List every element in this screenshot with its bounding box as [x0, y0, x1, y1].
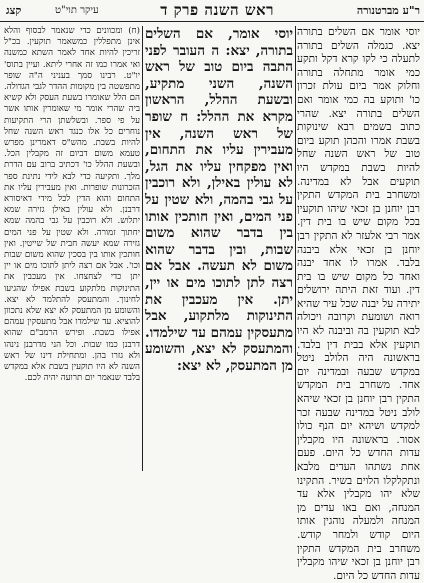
page-header: [0, 0, 424, 22]
mishna-column: [145, 26, 293, 471]
tosafot-text: (ח) ומכוונים כדי שנאמר לבסוף והלא אינן מתפללין כמשאמר תוקעין. בכ"ל זריכין להיות אחד לאמר השתא כמשנה ואי אמרו כמו זה אחרי ליתא. ועיין בתוס' יו"ט. רבינו סמך בעניני ה"ה שופר מתפשטה בין מקומות ההדר לגבי הגדולה. הם הלל שאומרו בשעת העסק ולא קשיא ביה שהרי אומר מי שאומרין אותו אשר על פי ספר. ובשלשתן הרי התקיעות נוחרים כל אלו כנגד ראש השנה שחל להיות בשבת. מהש"ס דאמרינן מפרש טעמא משום דביום זה מקבלין הכל. ובשעת ההלל כו' דכתיב ברוב עם הדרת מלך. ותקיעה כדי לבא לידי נתינת ספר הזכרונות שופרות. ואין מעבירין עליו את התחום והוא הדין לכל מידי דאיסורא דרבנן. ולא עולין באילן גזירה שמא יתלוש. ולא רוכבין על גבי בהמה שמא יחתוך זמורה. ולא שטין על פני המים גזירה שמא יעשה חבית של שייטין. ואין חותכין אותו בין בסכין שהוא משום שבות וכו'. אבל אם רצה ליתן לתוכו מים או יין יתן כדי לצחצחו. אין מעכבין את התינוקות מלתקוע בשבת אפילו שהגיעו לחינוך. והמתעסק להתלמד לא יצא. והשומע מן המתעסק לא יצא שלא נתכוון להוציא. עד שילמדו אבל מתעסקין עמהם אפילו בשבת. ופירש הרמב"ם שהוא דרבנן כמו שבות. וכל הני מדרבנן נינהו ולא גזרו בהן. ומתחילת דינו של ראש השנה לא היו תוקעין בשבת אלא במקדש בלבד שנאמר יום תרועה יהיה לכם.: [4, 26, 140, 384]
bartenura-commentary-column: [297, 26, 420, 582]
mishna-lead-text: יוסי אומר, אם השלים בתורה,: [145, 26, 293, 59]
column-divider: [295, 26, 296, 471]
mishna-text: יצא: ה העובר לפני התבה ביום טוב של ראש השנה, השני מתקיע, ובשעת ההלל, הראשון מקרא את ההלל: ח שופר של ראש השנה, אין מעבירין עליו את התחום, ואין מפקחין עליו את הגל, לא עולין באילן, ולא רוכבין על גבי בהמה, ולא שטין על פני המים, ואין חותכין אותו בין בדבר שהוא משום שבות, ובין בדבר שהוא משום לא תעשה. אבל אם רצה לתן לתוכו מים או יין, יתן. אין מעכבין את התינוקות מלתקוע, אבל מתעסקין עמהם עד שילמדו. והמתעסק לא יצא, והשומע מן המתעסק, לא יצא:: [145, 42, 293, 374]
bartenura-text: יוסי אומר אם השלים בתורה יצא. כגמלה השלים בתורה לתעלה כי לקו קרא דקל ותקע כמי אומר מתחלה בתורה וחלוק אמר ביום עולת זכרון כו' ותוקע בה כמי אומר ואם השלים בתורה יצא. שהרי כתוב בשמים רבא שינוקות בשבת אמרו והכהן תוקע ביום טוב של ראש השנה שחל להיות בשבת במקדש היו תוקעים אבל לא במדינה. ומשחרב בית המקדש התקין רבן יוחנן בן זכאי שיהו תוקעין בכל מקום שיש בו בית דין. אמר רבי אלעזר לא התקין רבן יוחנן בן זכאי אלא ביבנה בלבד. אמרו לו אחד יבנה ואחד כל מקום שיש בו בית דין. ועוד זאת היתה ירושלים יתירה על יבנה שכל עיר שהיא רואה ושומעת וקרובה ויכולה לבא תוקעין בה וביבנה לא היו תוקעין אלא בבית דין בלבד. בראשונה היה הלולב ניטל במקדש שבעה ובמדינה יום אחד. משחרב בית המקדש התקין רבן יוחנן בן זכאי שיהא לולב ניטל במדינה שבעה זכר למקדש ושיהא יום הנף כולו אסור. בראשונה היו מקבלין עדות החדש כל היום. פעם אחת נשתהו העדים מלבא ונתקלקלו הלוים בשיר. התקינו שלא יהו מקבלין אלא עד המנחה, ואם באו עדים מן המנחה ולמעלה נוהגין אותו היום קודש ולמחר קודש. משחרב בית המקדש התקין רבן יוחנן בן זכאי שיהו מקבלין עדות החדש כל היום.: [297, 26, 420, 582]
header-page-number: קצג: [6, 4, 22, 17]
header-commentary-title: ר"ע מברטנורה: [356, 4, 420, 17]
tosafot-yom-tov-column: [4, 26, 140, 471]
header-secondary-title: עיקר תוי"ט: [55, 5, 99, 16]
column-divider: [142, 26, 143, 471]
header-tractate-chapter: ראש השנה פרק ד: [160, 1, 274, 19]
